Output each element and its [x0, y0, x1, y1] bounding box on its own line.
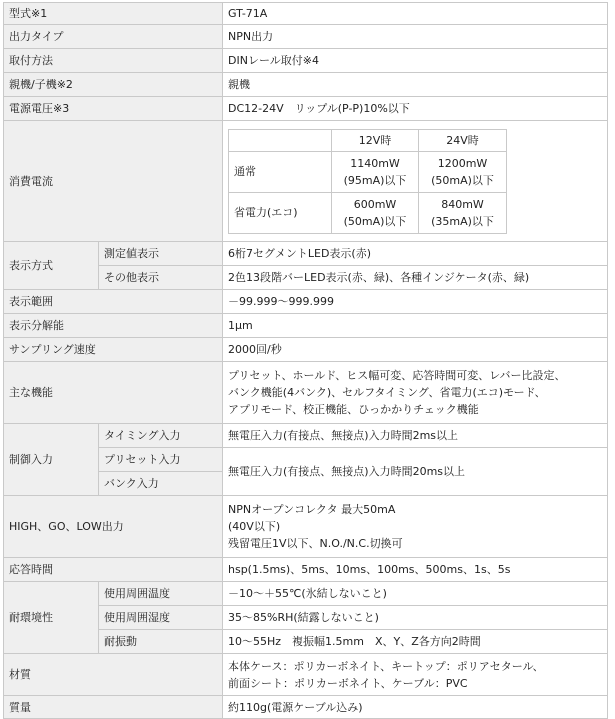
main-functions-line: アプリモード、校正機能、ひっかかりチェック機能 [228, 403, 479, 416]
vibration-label: 耐振動 [99, 630, 223, 654]
power-header-row [229, 129, 507, 151]
preset-input-label: プリセット入力 [99, 448, 223, 472]
power-header-12v: 12V時 [332, 129, 419, 151]
row-hgl-output [4, 496, 608, 558]
power-eco-24v-current: (35mA)以下 [431, 214, 494, 228]
power-header-empty [229, 129, 332, 151]
sampling-speed-label: サンプリング速度 [4, 338, 223, 362]
power-eco-24v-watt: 840mW [441, 197, 484, 211]
power-normal-24v-watt: 1200mW [437, 156, 488, 170]
power-normal-row [229, 151, 507, 192]
temperature-label: 使用周囲温度 [99, 582, 223, 606]
parent-child-value: 親機 [223, 73, 608, 97]
display-resolution-label: 表示分解能 [4, 314, 223, 338]
sampling-speed-value: 2000回/秒 [223, 338, 608, 362]
hgl-output-line: (40V以下) [228, 520, 281, 533]
response-time-value: hsp(1.5ms)、5ms、10ms、100ms、500ms、1s、5s [223, 558, 608, 582]
row-model [4, 3, 608, 25]
output-type-value: NPN出力 [223, 25, 608, 49]
spec-table [3, 2, 608, 719]
display-method-label: 表示方式 [4, 242, 99, 290]
supply-voltage-value: DC12-24V リップル(P-P)10%以下 [223, 97, 608, 121]
hgl-output-value [223, 496, 608, 558]
preset-bank-input-value: 無電圧入力(有接点、無接点)入力時間20ms以上 [223, 448, 608, 496]
power-eco-12v-watt: 600mW [353, 197, 397, 211]
parent-child-label: 親機/子機※2 [4, 73, 223, 97]
power-eco-12v [332, 192, 419, 233]
power-normal-12v-current: (95mA)以下 [343, 173, 407, 187]
output-type-label: 出力タイプ [4, 25, 223, 49]
row-parent-child [4, 73, 608, 97]
power-consumption-label: 消費電流 [4, 121, 223, 242]
row-display-range [4, 290, 608, 314]
hgl-output-line: NPNオープンコレクタ 最大50mA [228, 503, 396, 516]
power-eco-12v-current: (50mA)以下 [343, 214, 407, 228]
row-response-time [4, 558, 608, 582]
row-main-functions [4, 362, 608, 424]
hgl-output-line: 残留電圧1V以下、N.O./N.C.切換可 [228, 537, 403, 550]
power-normal-label: 通常 [229, 151, 332, 192]
row-power-consumption [4, 121, 608, 242]
display-measured-label: 測定値表示 [99, 242, 223, 266]
humidity-label: 使用周囲湿度 [99, 606, 223, 630]
row-output-type [4, 25, 608, 49]
display-other-label: その他表示 [99, 266, 223, 290]
main-functions-line: プリセット、ホールド、ヒス幅可変、応答時間可変、レバー比設定、 [228, 369, 566, 382]
material-line: 前面シート：ポリカーボネイト、ケーブル：PVC [228, 676, 468, 690]
row-sampling-speed [4, 338, 608, 362]
bank-input-label: バンク入力 [99, 472, 223, 496]
power-eco-row [229, 192, 507, 233]
row-env-temperature [4, 582, 608, 606]
row-material [4, 654, 608, 696]
model-value: GT-71A [223, 3, 608, 25]
hgl-output-label: HIGH、GO、LOW出力 [4, 496, 223, 558]
display-resolution-value: 1μm [223, 314, 608, 338]
supply-voltage-label: 電源電圧※3 [4, 97, 223, 121]
main-functions-line: バンク機能(4バンク)、セルフタイミング、省電力(エコ)モード、 [228, 386, 546, 399]
mounting-value: DINレール取付※4 [223, 49, 608, 73]
power-normal-24v [419, 151, 507, 192]
row-control-timing [4, 424, 608, 448]
environment-label: 耐環境性 [4, 582, 99, 654]
display-measured-value: 6桁7セグメントLED表示(赤) [223, 242, 608, 266]
row-mass [4, 696, 608, 719]
row-mounting [4, 49, 608, 73]
display-range-value: －99.999～999.999 [223, 290, 608, 314]
power-header-24v: 24V時 [419, 129, 507, 151]
display-range-label: 表示範囲 [4, 290, 223, 314]
vibration-value: 10～55Hz 複振幅1.5mm X、Y、Z各方向2時間 [223, 630, 608, 654]
mass-label: 質量 [4, 696, 223, 719]
timing-input-value: 無電圧入力(有接点、無接点)入力時間2ms以上 [223, 424, 608, 448]
temperature-value: －10～＋55℃(氷結しないこと) [223, 582, 608, 606]
material-line: 本体ケース：ポリカーボネイト、キートップ：ポリアセタール、 [228, 659, 544, 673]
mounting-label: 取付方法 [4, 49, 223, 73]
mass-value: 約110g(電源ケーブル込み) [223, 696, 608, 719]
model-label: 型式※1 [4, 3, 223, 25]
row-display-resolution [4, 314, 608, 338]
power-eco-label: 省電力(エコ) [229, 192, 332, 233]
power-consumption-table [228, 129, 507, 234]
power-normal-24v-current: (50mA)以下 [431, 173, 494, 187]
power-eco-24v [419, 192, 507, 233]
main-functions-value [223, 362, 608, 424]
material-label: 材質 [4, 654, 223, 696]
power-normal-12v-watt: 1140mW [350, 156, 400, 170]
row-supply-voltage [4, 97, 608, 121]
main-functions-label: 主な機能 [4, 362, 223, 424]
response-time-label: 応答時間 [4, 558, 223, 582]
power-normal-12v [332, 151, 419, 192]
material-value [223, 654, 608, 696]
humidity-value: 35～85%RH(結露しないこと) [223, 606, 608, 630]
power-consumption-cell [223, 121, 608, 242]
timing-input-label: タイミング入力 [99, 424, 223, 448]
row-display-measured [4, 242, 608, 266]
display-other-value: 2色13段階バーLED表示(赤、緑)、各種インジケータ(赤、緑) [223, 266, 608, 290]
control-input-label: 制御入力 [4, 424, 99, 496]
